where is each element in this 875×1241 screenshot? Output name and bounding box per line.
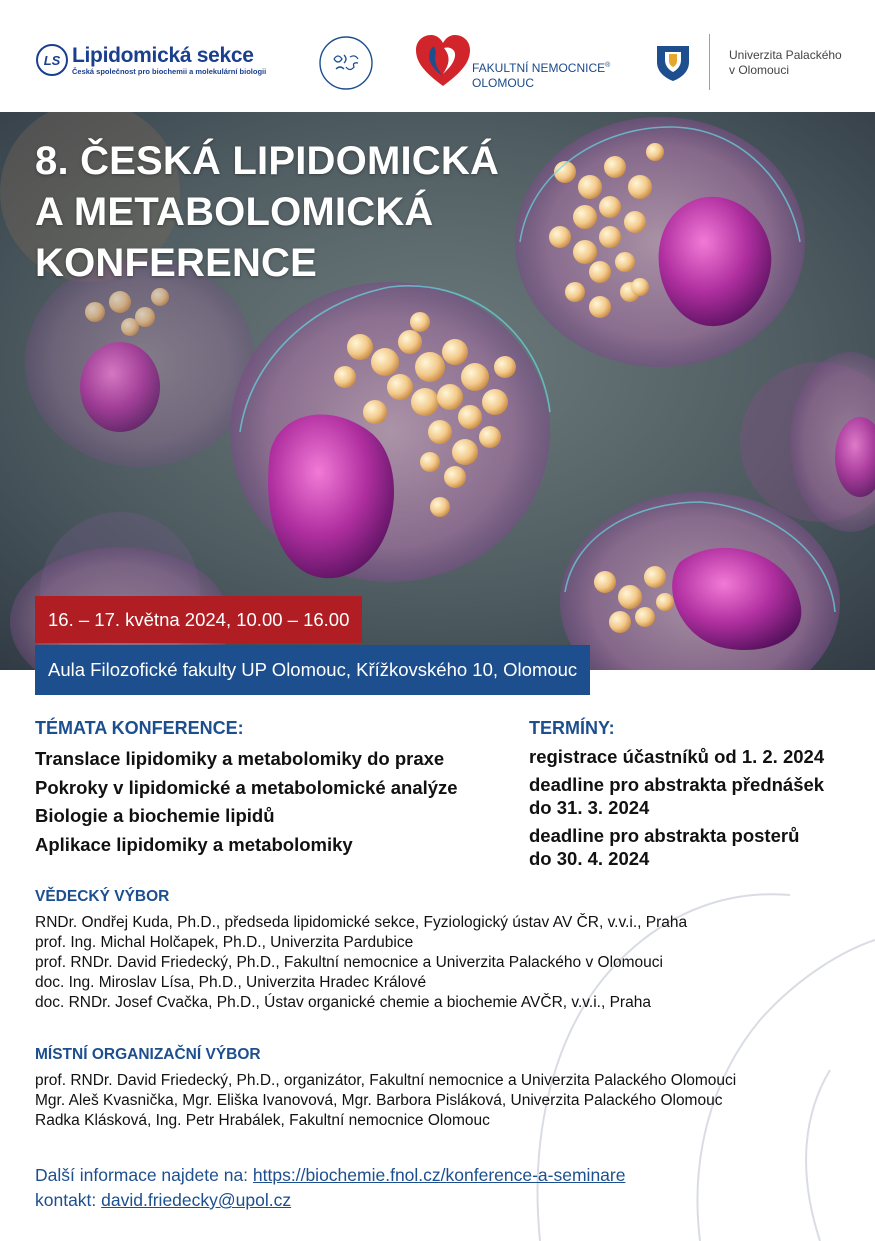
list-item: [529, 773, 824, 819]
list-item: Aplikace lipidomiky a metabolomiky: [35, 833, 353, 855]
logo-divider: [709, 34, 710, 90]
organizing-committee-list: [35, 1071, 736, 1131]
info-label: Další informace najdete na:: [35, 1165, 249, 1185]
list-item: Biologie a biochemie lipidů: [35, 805, 275, 826]
registered-mark: ®: [605, 62, 611, 69]
up-shield-icon: [655, 44, 691, 82]
list-item: [529, 824, 824, 870]
conference-date-badge: 16. – 17. května 2024, 10.00 – 16.00: [35, 596, 362, 643]
hero-banner: [0, 112, 875, 670]
conference-title: [35, 136, 499, 289]
scientific-committee-heading: VĚDECKÝ VÝBOR: [35, 888, 170, 905]
csbmb-logo-icon: [318, 35, 374, 91]
footer-info: [35, 1163, 625, 1213]
list-item: doc. Ing. Miroslav Lísa, Ph.D., Univerzita Hradec Králové: [35, 974, 427, 991]
ls-logo-subtitle: Česká společnost pro biochemii a molekulární biologii: [72, 66, 267, 76]
list-item: Mgr. Aleš Kvasnička, Mgr. Eliška Ivanovová, Mgr. Barbora Pisláková, Univerzita Palackého Olomouc: [35, 1092, 723, 1109]
deadline-date: do 30. 4. 2024: [529, 848, 650, 869]
deadline-date: do 31. 3. 2024: [529, 797, 650, 818]
list-item: Pokroky v lipidomické a metabolomické analýze: [35, 776, 458, 798]
univerzita-palackeho-logo: [655, 38, 855, 98]
list-item: Translace lipidomiky a metabolomiky do praxe: [35, 748, 445, 769]
list-item: prof. RNDr. David Friedecký, Ph.D., Fakultní nemocnice a Univerzita Palackého v Olomouci: [35, 954, 663, 971]
title-line-1: 8. ČESKÁ LIPIDOMICKÁ: [35, 139, 500, 183]
title-line-3: KONFERENCE: [35, 241, 318, 285]
organizing-committee-heading: MÍSTNÍ ORGANIZAČNÍ VÝBOR: [35, 1046, 261, 1063]
list-item: [529, 745, 824, 768]
deadline-line: deadline pro abstrakta posterů: [529, 825, 800, 846]
list-item: prof. RNDr. David Friedecký, Ph.D., organizátor, Fakultní nemocnice a Univerzita Palackého Olomouci: [35, 1072, 737, 1089]
conference-venue-badge: Aula Filozofické fakulty UP Olomouc, Křížkovského 10, Olomouc: [35, 645, 590, 695]
contact-email-link[interactable]: david.friedecky@upol.cz: [101, 1190, 292, 1210]
fakultni-nemocnice-logo: [414, 34, 634, 94]
topics-list: [35, 745, 458, 859]
list-item: prof. Ing. Michal Holčapek, Ph.D., Univerzita Pardubice: [35, 934, 414, 951]
list-item: Radka Klásková, Ing. Petr Hrabálek, Fakultní nemocnice Olomouc: [35, 1112, 490, 1129]
fn-logo-line2: OLOMOUC: [472, 76, 535, 90]
heart-icon: [414, 34, 472, 90]
ls-badge-icon: LS: [36, 44, 68, 76]
list-item: RNDr. Ondřej Kuda, Ph.D., předseda lipidomické sekce, Fyziologický ústav AV ČR, v.v.i., Praha: [35, 914, 688, 931]
lipidomicka-sekce-logo: [36, 44, 266, 76]
title-line-2: A METABOLOMICKÁ: [35, 190, 434, 234]
deadline-line: registrace účastníků od 1. 2. 2024: [529, 746, 825, 767]
deadline-line: deadline pro abstrakta přednášek: [529, 774, 825, 795]
contact-label: kontakt:: [35, 1190, 97, 1210]
conference-website-link[interactable]: https://biochemie.fnol.cz/konference-a-seminare: [252, 1165, 626, 1185]
topics-heading: TÉMATA KONFERENCE:: [35, 718, 244, 738]
deadlines-list: [529, 745, 824, 875]
header-logos: [0, 0, 875, 112]
deadlines-heading: TERMÍNY:: [529, 718, 615, 738]
ls-logo-title: Lipidomická sekce: [72, 43, 254, 67]
up-logo-line1: Univerzita Palackého: [729, 48, 842, 62]
scientific-committee-list: [35, 913, 687, 1013]
list-item: doc. RNDr. Josef Cvačka, Ph.D., Ústav organické chemie a biochemie AVČR, v.v.i., Praha: [35, 994, 651, 1011]
up-logo-line2: v Olomouci: [729, 63, 790, 77]
fn-logo-line1: FAKULTNÍ NEMOCNICE: [472, 61, 606, 75]
